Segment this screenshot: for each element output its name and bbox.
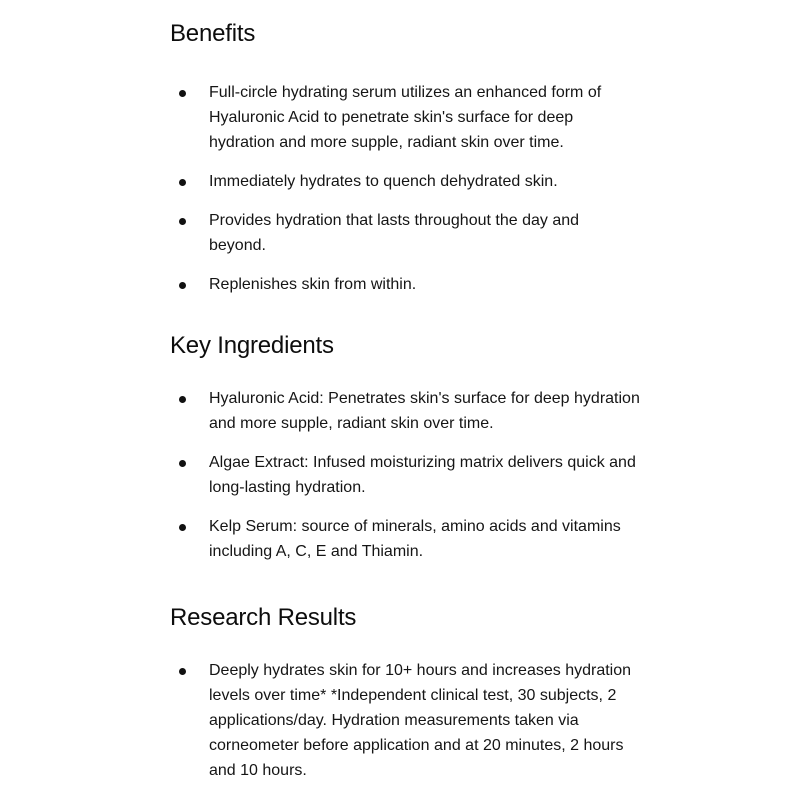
benefits-section [170,19,640,311]
list-item-text: Replenishes skin from within. [209,276,417,293]
bullet-icon [179,282,186,289]
list-item [170,208,640,258]
list-item-text: Kelp Serum: source of minerals, amino acids and vitamins including A, C, E and Thiamin. [209,518,621,560]
research-results-section [170,603,640,797]
list-item [170,80,640,155]
list-item [170,514,640,564]
list-item-text: Immediately hydrates to quench dehydrated skin. [209,173,558,190]
bullet-icon [179,218,186,225]
key-ingredients-list [170,386,640,564]
bullet-icon [179,668,186,675]
benefits-list [170,80,640,297]
research-results-list [170,658,640,783]
bullet-icon [179,460,186,467]
list-item-text: Deeply hydrates skin for 10+ hours and increases hydration levels over time* *Independent clinical test, 30 subjects, 2 applications/day. Hydration measurements taken via corneometer before application and at 20 minutes, 2 hours and 10 hours. [209,662,632,779]
section-title-key-ingredients: Key Ingredients [170,332,334,359]
section-title-benefits: Benefits [170,20,256,47]
list-item [170,386,640,436]
list-item-text: Provides hydration that lasts throughout the day and beyond. [209,212,580,254]
bullet-icon [179,179,186,186]
list-item [170,450,640,500]
bullet-icon [179,396,186,403]
list-item-text: Hyaluronic Acid: Penetrates skin's surface for deep hydration and more supple, radiant skin over time. [209,390,640,432]
section-title-research-results: Research Results [170,604,357,631]
list-item [170,658,640,783]
list-item-text: Algae Extract: Infused moisturizing matrix delivers quick and long-lasting hydration. [209,454,636,496]
list-item [170,272,640,297]
bullet-icon [179,90,186,97]
list-item-text: Full-circle hydrating serum utilizes an enhanced form of Hyaluronic Acid to penetrate skin's surface for deep hydration and more supple, radiant skin over time. [209,84,602,151]
key-ingredients-section [170,331,640,578]
bullet-icon [179,524,186,531]
list-item [170,169,640,194]
